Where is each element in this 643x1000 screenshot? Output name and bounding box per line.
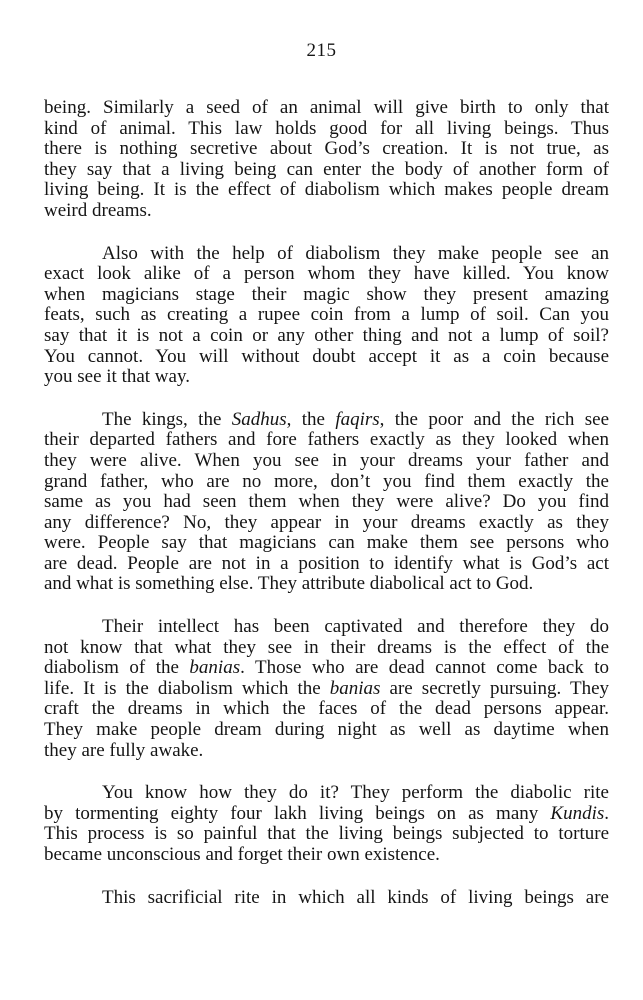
text-line: and what is something else. They attribute diabolical act to God. <box>44 573 534 595</box>
text-line: grand father, who are no more, don’t you find them exactly the <box>44 470 609 492</box>
text-line: This sacrificial rite in which all kinds of living beings are <box>102 886 609 908</box>
body-text <box>44 98 609 930</box>
text-line: They make people dream during night as well as daytime when <box>44 719 609 741</box>
paragraph <box>44 410 609 595</box>
text-line: You know how they do it? They perform the diabolic rite <box>102 782 609 804</box>
text-line: became unconscious and forget their own existence. <box>44 844 440 865</box>
text-line: same as you had seen them when they were alive? Do you find <box>44 491 609 513</box>
text-line: feats, such as creating a rupee coin from a lump of soil. Can you <box>44 304 609 326</box>
text-line: were. People say that magicians can make them see persons who <box>44 532 609 554</box>
text-line: kind of animal. This law holds good for all living beings. Thus <box>44 117 609 139</box>
text-line: there is nothing secretive about God’s creation. It is not true, as <box>44 138 609 160</box>
text-line: living being. It is the effect of diabolism which makes people dream <box>44 179 609 201</box>
text-line: weird dreams. <box>44 199 152 221</box>
text-line: any difference? No, they appear in your dreams exactly as they <box>44 511 609 533</box>
paragraph <box>44 617 609 761</box>
text-line: they are fully awake. <box>44 739 204 761</box>
text-line: exact look alike of a person whom they have killed. You know <box>44 263 609 285</box>
text-line: This process is so painful that the living beings subjected to torture <box>44 823 609 845</box>
text-line: say that it is not a coin or any other thing and not a lump of soil? <box>44 324 609 346</box>
text-line: You cannot. You will without doubt accept it as a coin because <box>44 345 609 367</box>
text-line: life. It is the diabolism which the banias are secretly pursuing. They <box>44 677 609 699</box>
text-line: by tormenting eighty four lakh living beings on as many Kundis. <box>44 802 609 824</box>
paragraph <box>44 244 609 388</box>
text-line: Their intellect has been captivated and therefore they do <box>102 616 609 638</box>
text-line: their departed fathers and fore fathers exactly as they looked when <box>44 429 609 451</box>
text-line: diabolism of the banias. Those who are dead cannot come back to <box>44 657 609 679</box>
text-line: are dead. People are not in a position to identify what is God’s act <box>44 552 609 574</box>
paragraph <box>44 98 609 222</box>
text-line: when magicians stage their magic show they present amazing <box>44 283 609 305</box>
paragraph <box>44 783 609 865</box>
text-line: they say that a living being can enter the body of another form of <box>44 158 609 180</box>
text-line: they were alive. When you see in your dreams your father and <box>44 449 609 471</box>
text-line: being. Similarly a seed of an animal will give birth to only that <box>44 97 609 118</box>
paragraph <box>44 888 609 909</box>
text-line: not know that what they see in their dreams is the effect of the <box>44 636 609 658</box>
text-line: craft the dreams in which the faces of the dead persons appear. <box>44 698 609 720</box>
text-line: Also with the help of diabolism they make people see an <box>102 242 609 264</box>
text-line: The kings, the Sadhus, the faqirs, the poor and the rich see <box>102 408 610 430</box>
page-number: 215 <box>306 40 337 61</box>
text-line: you see it that way. <box>44 366 190 388</box>
